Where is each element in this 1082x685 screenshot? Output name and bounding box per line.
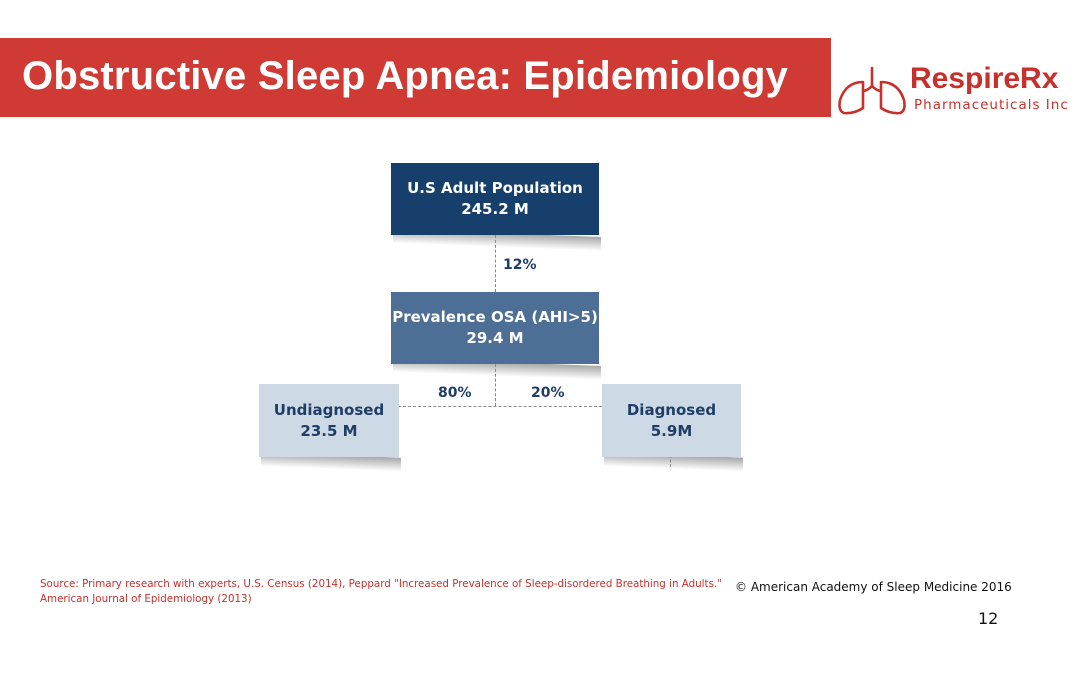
lungs-icon: [836, 66, 908, 116]
us-adult-population-label: U.S Adult Population: [407, 179, 583, 197]
title-bar: [0, 38, 831, 117]
diagnosed-box: [602, 384, 741, 457]
page-number: 12: [978, 609, 999, 628]
copyright-notice: © American Academy of Sleep Medicine 2016: [735, 580, 1012, 594]
undiagnosed-value: 23.5 M: [300, 421, 358, 440]
slide-title: Obstructive Sleep Apnea: Epidemiology: [22, 54, 789, 98]
us-adult-population-box: [391, 163, 599, 235]
percent-diagnosed: 20%: [531, 385, 565, 401]
undiagnosed-box: [259, 384, 399, 457]
logo-subtitle: Pharmaceuticals Inc: [914, 97, 1069, 113]
percent-prevalence: 12%: [503, 257, 537, 273]
prevalence-osa-box: [391, 292, 599, 364]
connector-horizontal: [398, 406, 602, 407]
diagnosed-value: 5.9M: [650, 421, 693, 440]
undiagnosed-label: Undiagnosed: [273, 400, 385, 419]
company-logo: [836, 62, 1082, 118]
logo-name: RespireRx: [910, 62, 1059, 95]
us-adult-population-value: 245.2 M: [461, 200, 529, 218]
prevalence-osa-value: 29.4 M: [466, 329, 524, 347]
source-citation: Source: Primary research with experts, U.S. Census (2014), Peppard "Increased Prevalence of Sleep-disordered Breathing in Adults." American Journal of Epidemiology (2013): [40, 578, 722, 605]
connector-middle-split: [495, 364, 496, 406]
diagnosed-label: Diagnosed: [626, 400, 717, 419]
prevalence-osa-label: Prevalence OSA (AHI>5): [392, 308, 598, 326]
connector-top-middle: [495, 235, 496, 292]
percent-undiagnosed: 80%: [438, 385, 472, 401]
